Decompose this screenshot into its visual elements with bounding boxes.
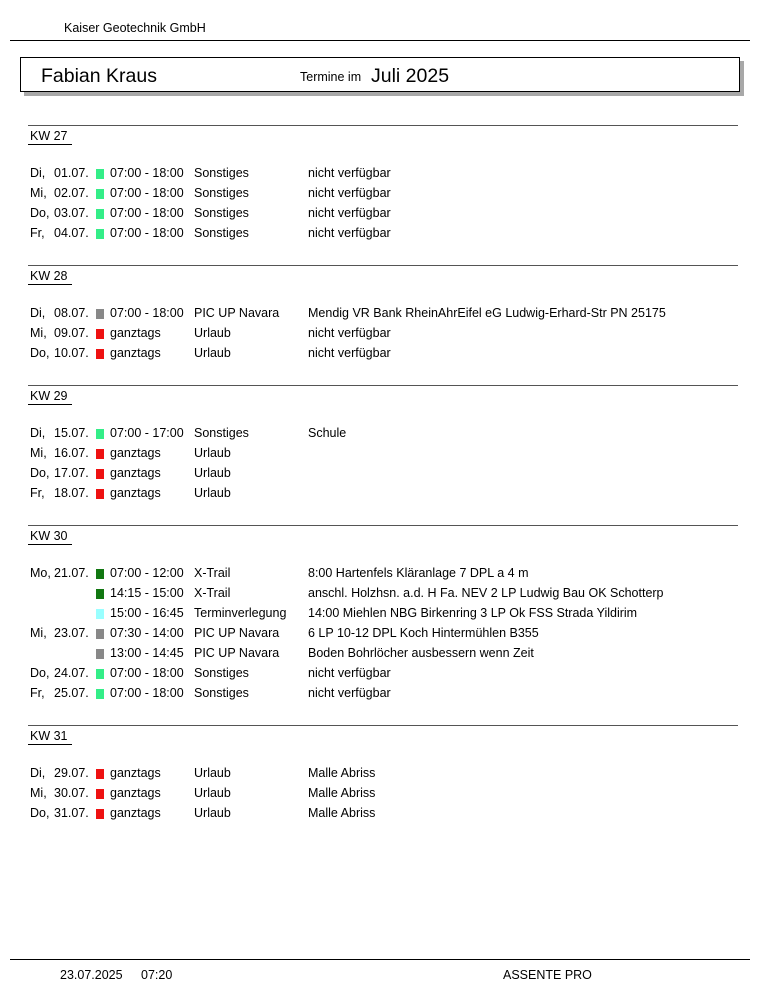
appointment-description: 6 LP 10-12 DPL Koch Hintermühlen B355: [308, 626, 539, 640]
weekday: Di,: [30, 426, 46, 440]
footer-app-name: ASSENTE PRO: [503, 968, 592, 982]
date: 29.07.: [54, 766, 89, 780]
time-range: ganztags: [110, 766, 161, 780]
date: 10.07.: [54, 346, 89, 360]
appointment-row: [0, 466, 780, 486]
category-color-marker: [96, 609, 104, 619]
termine-label: Termine im: [300, 70, 362, 84]
company-name: Kaiser Geotechnik GmbH: [64, 21, 206, 35]
time-range: 07:00 - 18:00: [110, 186, 184, 200]
category-color-marker: [96, 629, 104, 639]
date: 15.07.: [54, 426, 89, 440]
appointment-row: [0, 566, 780, 586]
appointment-description: Malle Abriss: [308, 766, 376, 780]
weekday: Mi,: [30, 326, 47, 340]
weekday: Mi,: [30, 786, 47, 800]
category-color-marker: [96, 469, 104, 479]
appointment-description: 8:00 Hartenfels Kläranlage 7 DPL a 4 m: [308, 566, 529, 580]
appointment-row: [0, 626, 780, 646]
date: 30.07.: [54, 786, 89, 800]
weekday: Mi,: [30, 186, 47, 200]
appointment-description: anschl. Holzhsn. a.d. H Fa. NEV 2 LP Ludwig Bau OK Schotterp: [308, 586, 664, 600]
date: 24.07.: [54, 666, 89, 680]
appointment-description: Boden Bohrlöcher ausbessern wenn Zeit: [308, 646, 534, 660]
category-color-marker: [96, 689, 104, 699]
week-label-underline: [28, 544, 72, 545]
category-color-marker: [96, 169, 104, 179]
week-label: KW 31: [30, 729, 68, 743]
time-range: 15:00 - 16:45: [110, 606, 184, 620]
appointment-row: [0, 226, 780, 246]
category-color-marker: [96, 349, 104, 359]
time-range: ganztags: [110, 806, 161, 820]
time-range: ganztags: [110, 486, 161, 500]
time-range: 07:00 - 17:00: [110, 426, 184, 440]
appointment-type: X-Trail: [194, 566, 231, 580]
weekday: Do,: [30, 346, 50, 360]
category-color-marker: [96, 589, 104, 599]
appointment-row: [0, 186, 780, 206]
appointment-row: [0, 646, 780, 666]
week-label-underline: [28, 404, 72, 405]
header-divider: [10, 40, 750, 41]
week-divider: [28, 265, 738, 266]
week-label: KW 29: [30, 389, 68, 403]
appointment-type: Urlaub: [194, 466, 231, 480]
appointment-type: Urlaub: [194, 786, 231, 800]
time-range: 07:30 - 14:00: [110, 626, 184, 640]
category-color-marker: [96, 669, 104, 679]
category-color-marker: [96, 329, 104, 339]
date: 03.07.: [54, 206, 89, 220]
appointment-type: PIC UP Navara: [194, 646, 280, 660]
weekday: Do,: [30, 206, 50, 220]
date: 21.07.: [54, 566, 89, 580]
appointment-type: Sonstiges: [194, 686, 249, 700]
appointment-description: 14:00 Miehlen NBG Birkenring 3 LP Ok FSS Strada Yildirim: [308, 606, 638, 620]
time-range: ganztags: [110, 466, 161, 480]
appointment-type: Sonstiges: [194, 166, 249, 180]
person-name: Fabian Kraus: [41, 65, 157, 87]
time-range: 14:15 - 15:00: [110, 586, 184, 600]
weekday: Di,: [30, 306, 46, 320]
appointment-row: [0, 446, 780, 466]
weekday: Do,: [30, 666, 50, 680]
time-range: ganztags: [110, 326, 161, 340]
week-label: KW 30: [30, 529, 68, 543]
appointment-type: Sonstiges: [194, 666, 249, 680]
appointment-row: [0, 786, 780, 806]
appointment-description: Malle Abriss: [308, 806, 376, 820]
appointment-row: [0, 766, 780, 786]
date: 31.07.: [54, 806, 89, 820]
appointment-description: nicht verfügbar: [308, 166, 391, 180]
category-color-marker: [96, 229, 104, 239]
time-range: 07:00 - 18:00: [110, 666, 184, 680]
time-range: ganztags: [110, 786, 161, 800]
category-color-marker: [96, 789, 104, 799]
appointment-row: [0, 426, 780, 446]
weekday: Fr,: [30, 486, 45, 500]
category-color-marker: [96, 449, 104, 459]
category-color-marker: [96, 429, 104, 439]
footer-divider: [10, 959, 750, 960]
date: 18.07.: [54, 486, 89, 500]
appointment-type: PIC UP Navara: [194, 306, 280, 320]
appointment-type: Sonstiges: [194, 186, 249, 200]
date: 08.07.: [54, 306, 89, 320]
appointment-row: [0, 326, 780, 346]
appointment-description: nicht verfügbar: [308, 686, 391, 700]
appointment-type: Urlaub: [194, 326, 231, 340]
week-label: KW 28: [30, 269, 68, 283]
appointment-type: Urlaub: [194, 446, 231, 460]
category-color-marker: [96, 189, 104, 199]
appointment-type: Urlaub: [194, 486, 231, 500]
appointment-description: nicht verfügbar: [308, 346, 391, 360]
appointment-row: [0, 486, 780, 506]
appointment-type: Terminverlegung: [194, 606, 287, 620]
month-label: Juli 2025: [371, 65, 450, 87]
category-color-marker: [96, 489, 104, 499]
appointment-type: Sonstiges: [194, 226, 249, 240]
time-range: 13:00 - 14:45: [110, 646, 184, 660]
week-label-underline: [28, 284, 72, 285]
appointment-row: [0, 666, 780, 686]
appointment-row: [0, 586, 780, 606]
appointment-row: [0, 806, 780, 826]
footer-date: 23.07.2025: [60, 968, 123, 982]
appointment-row: [0, 166, 780, 186]
appointment-type: PIC UP Navara: [194, 626, 280, 640]
category-color-marker: [96, 809, 104, 819]
time-range: 07:00 - 12:00: [110, 566, 184, 580]
appointment-row: [0, 346, 780, 366]
date: 02.07.: [54, 186, 89, 200]
time-range: 07:00 - 18:00: [110, 306, 184, 320]
appointment-row: [0, 306, 780, 326]
appointment-description: nicht verfügbar: [308, 186, 391, 200]
week-divider: [28, 125, 738, 126]
date: 17.07.: [54, 466, 89, 480]
category-color-marker: [96, 769, 104, 779]
category-color-marker: [96, 309, 104, 319]
week-label-underline: [28, 744, 72, 745]
weekday: Do,: [30, 466, 50, 480]
week-divider: [28, 525, 738, 526]
title-box: [20, 57, 740, 92]
appointment-description: Mendig VR Bank RheinAhrEifel eG Ludwig-Erhard-Str PN 25175: [308, 306, 666, 320]
time-range: 07:00 - 18:00: [110, 166, 184, 180]
weekday: Mi,: [30, 446, 47, 460]
time-range: ganztags: [110, 446, 161, 460]
appointment-row: [0, 686, 780, 706]
weekday: Mo,: [30, 566, 51, 580]
time-range: 07:00 - 18:00: [110, 226, 184, 240]
appointment-type: Urlaub: [194, 766, 231, 780]
date: 23.07.: [54, 626, 89, 640]
time-range: 07:00 - 18:00: [110, 206, 184, 220]
category-color-marker: [96, 209, 104, 219]
week-divider: [28, 725, 738, 726]
appointment-row: [0, 606, 780, 626]
appointment-description: nicht verfügbar: [308, 226, 391, 240]
appointment-description: Schule: [308, 426, 347, 440]
appointment-type: Urlaub: [194, 806, 231, 820]
date: 25.07.: [54, 686, 89, 700]
weekday: Di,: [30, 766, 46, 780]
category-color-marker: [96, 649, 104, 659]
date: 04.07.: [54, 226, 89, 240]
weekday: Mi,: [30, 626, 47, 640]
week-divider: [28, 385, 738, 386]
week-label: KW 27: [30, 129, 68, 143]
weekday: Fr,: [30, 686, 45, 700]
time-range: 07:00 - 18:00: [110, 686, 184, 700]
appointment-type: Sonstiges: [194, 426, 249, 440]
date: 09.07.: [54, 326, 89, 340]
appointment-type: Urlaub: [194, 346, 231, 360]
footer-time: 07:20: [141, 968, 173, 982]
appointment-description: nicht verfügbar: [308, 206, 391, 220]
appointment-description: nicht verfügbar: [308, 666, 391, 680]
appointment-description: Malle Abriss: [308, 786, 376, 800]
date: 16.07.: [54, 446, 89, 460]
weekday: Di,: [30, 166, 46, 180]
appointment-type: Sonstiges: [194, 206, 249, 220]
appointment-description: nicht verfügbar: [308, 326, 391, 340]
weekday: Fr,: [30, 226, 45, 240]
date: 01.07.: [54, 166, 89, 180]
week-label-underline: [28, 144, 72, 145]
time-range: ganztags: [110, 346, 161, 360]
category-color-marker: [96, 569, 104, 579]
appointment-type: X-Trail: [194, 586, 231, 600]
weekday: Do,: [30, 806, 50, 820]
appointment-row: [0, 206, 780, 226]
